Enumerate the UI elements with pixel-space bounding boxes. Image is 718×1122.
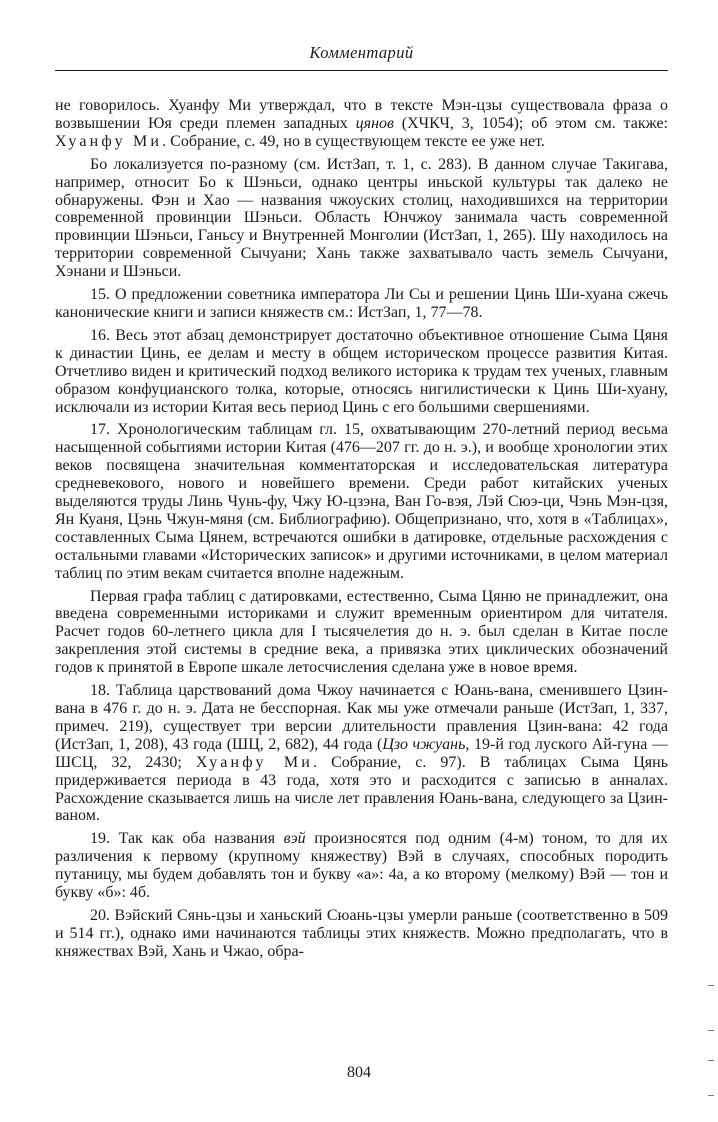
scan-edge-mark xyxy=(708,1060,714,1061)
text-run: . Собрание, с. 97). В таблицах Сыма Цянь придерживается периода в 43 года, хотя это и расходится с записью в анналах. Расхождение сказывается лишь на числе лет правления Юань-вана, следующего за Цзин-ваном. xyxy=(55,753,668,825)
header-rule xyxy=(55,70,668,71)
scan-edge-mark xyxy=(708,1030,714,1031)
text-run: 19. Так как оба названия xyxy=(90,830,284,848)
paragraph-p-17b xyxy=(55,588,668,678)
text-run: 15. О предложении советника императора Ли Сы и решении Цинь Ши-хуана сжечь канонические книги и записи княжеств см.: ИстЗап, 1, 77—78. xyxy=(55,286,668,321)
text-run: (ХЧКЧ, 3, 1054); об этом см. также: xyxy=(393,114,668,132)
paragraph-p-16 xyxy=(55,327,668,417)
text-run: 18. Таблица царствований дома Чжоу начинается с Юань-вана, сменившего Цзин-вана в 476 г. до н. э. Дата не бесспорная. Как мы уже отмечали раньше (ИстЗап, 1, 337, примеч. 219), существует три версии длительности правления Цзин-вана: 42 года (ИстЗап, 1, 208), 43 года (ШЦ, 2, 682), 44 года ( xyxy=(55,682,668,753)
text-run: . Собрание, с. 49, но в существующем тексте ее уже нет. xyxy=(162,132,545,150)
scan-edge-mark xyxy=(708,985,714,986)
text-run: произносятся под одним (4-м) тоном, то для их различения к первому (крупному княжеству) Вэй в случаях, способных породить путаницу, мы будем добавлять тон и букву «а»: 4а, а ко второму (мелкому) Вэй — тон и букву «б»: 4б. xyxy=(55,830,668,902)
spaced-author-name: Хуанфу Ми xyxy=(55,132,163,150)
italic-term: вэй xyxy=(283,830,306,848)
text-run: , 19-й год луского Ай-гуна — ШСЦ, 32, 2430; xyxy=(55,735,669,771)
scan-edge-mark xyxy=(708,1095,714,1096)
paragraph-p-15 xyxy=(55,286,668,322)
paragraph-p-bo xyxy=(55,156,668,281)
text-run: 20. Вэйский Сянь-цзы и ханьский Сюань-цзы умерли раньше (соответственно в 509 и 514 гг.), однако ими начинаются таблицы этих княжеств. Можно предполагать, что в княжествах Вэй, Хань и Чжао, обра- xyxy=(55,906,668,960)
paragraph-p-19 xyxy=(55,830,668,902)
running-title: Комментарий xyxy=(309,43,414,62)
text-run: 17. Хронологическим таблицам гл. 15, охватывающим 270-летний период весьма насыщенной событиями истории Китая (476—207 гг. до н. э.), и вообще хронологии этих веков посвящена значительная комментаторская и исследовательская литература средневекового, нового и новейшего времени. Среди работ китайских ученых выделяются труды Линь Чунь-фу, Чжу Ю-цзэна, Ван Го-вэя, Лэй Сюэ-ци, Чэнь Мэн-цзя, Ян Куаня, Цэнь Чжун-мяня (см. Библиографию). Общепризнано, что, хотя в «Таблицах», составленных Сыма Цянем, встречаются ошибки в датировке, отдельные расхождения с остальными главами «Исторических записок» и другими источниками, в целом материал таблиц по этим векам считается вполне надежным. xyxy=(55,421,668,582)
paragraph-p-18 xyxy=(55,682,668,825)
italic-term: цянов xyxy=(355,114,394,132)
text-run: не говорилось. Хуанфу Ми утверждал, что в тексте Мэн-цзы существовала фраза о возвышении Юя среди племен западных xyxy=(55,97,668,132)
spaced-author-name: Хуанфу Ми xyxy=(195,753,314,771)
text-run: 16. Весь этот абзац демонстрирует достаточно объективное отношение Сыма Цяня к династии Цинь, ее делам и месту в общем историческом процессе развития Китая. Отчетливо виден и критический подход великого историка к трудам тех ученых, главным образом конфуцианского толка, которые, относясь нигилистически к Цинь Ши-хуану, исключали из истории Китая весь период Цинь с его большими свершениями. xyxy=(55,326,668,416)
text-run: Первая графа таблиц с датировками, естественно, Сыма Цяню не принадлежит, она введена современными историками и служит временным ориентиром для читателя. Расчет годов 60-летнего цикла для I тысячелетия до н. э. был сделан в Китае после закрепления этой системы в средние века, а привязка этих циклических обозначений годов к принятой в Европе шкале летосчисления сделана уже в новое время. xyxy=(55,587,668,677)
paragraph-p-cont xyxy=(55,97,668,151)
paragraph-p-20 xyxy=(55,907,668,961)
page-number: 804 xyxy=(347,1064,371,1081)
text-run: Бо локализуется по-разному (см. ИстЗап, т. 1, с. 283). В данном случае Такигава, например, относит Бо к Шэньси, однако центры иньской культуры так далеко не обнаружены. Фэн и Хао — названия чжоуских столиц, находившихся на территории современной провинции Шэньси. Область Юнчжоу занимала часть современной провинции Шэньси, Ганьсу и Внутренней Монголии (ИстЗап, 1, 265). Шу находилось на территории современной Сычуани; Хань также захватывало часть земель Сычуани, Хэнани и Шэньси. xyxy=(55,155,668,281)
paragraph-p-17 xyxy=(55,421,668,582)
commentary-body xyxy=(55,97,668,966)
italic-term: Цзо чжуань xyxy=(382,735,466,753)
